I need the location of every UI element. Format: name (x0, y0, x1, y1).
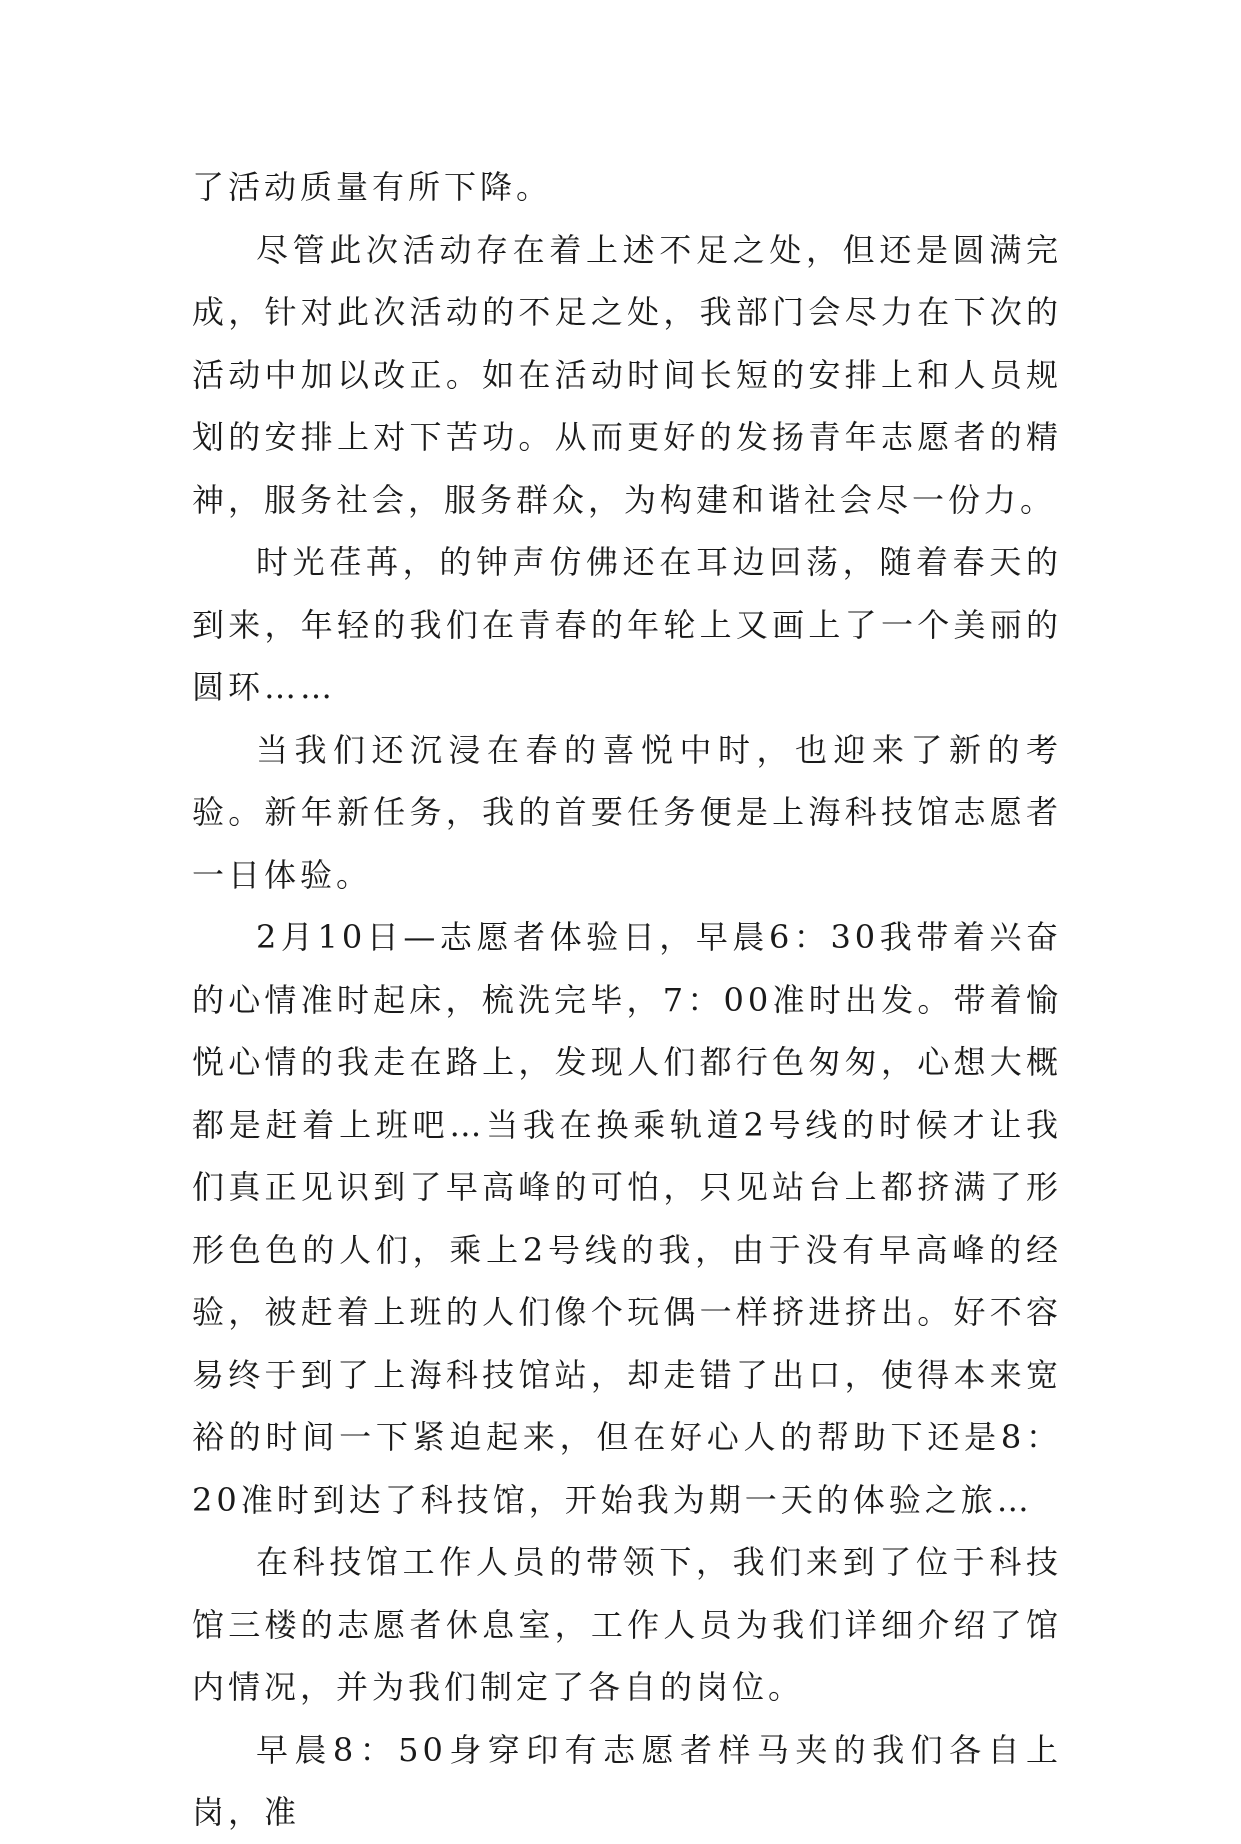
paragraph-1: 了活动质量有所下降。 (192, 168, 553, 206)
paragraph-2: 尽管此次活动存在着上述不足之处，但还是圆满完成，针对此次活动的不足之处，我部门会尽力在下次的活动中加以改正。如在活动时间长短的安排上和人员规划的安排上对下苦功。从而更好的发扬青年志愿者的精神，服务社会，服务群众，为构建和谐社会尽一份力。 (192, 230, 1062, 519)
document-body (192, 156, 1062, 1844)
paragraph-3: 时光荏苒，的钟声仿佛还在耳边回荡，随着春天的到来，年轻的我们在青春的年轮上又画上了一个美丽的圆环…… (192, 543, 1062, 706)
paragraph-5: 2月10日—志愿者体验日，早晨6：30我带着兴奋的心情准时起床，梳洗完毕，7：00准时出发。带着愉悦心情的我走在路上，发现人们都行色匆匆，心想大概都是赶着上班吧…当我在换乘轨道2号线的时候才让我们真正见识到了早高峰的可怕，只见站台上都挤满了形形色色的人们，乘上2号线的我，由于没有早高峰的经验，被赶着上班的人们像个玩偶一样挤进挤出。好不容易终于到了上海科技馆站，却走错了出口，使得本来宽裕的时间一下紧迫起来，但在好心人的帮助下还是8：20准时到达了科技馆，开始我为期一天的体验之旅… (192, 918, 1062, 1519)
paragraph-6: 在科技馆工作人员的带领下，我们来到了位于科技馆三楼的志愿者休息室，工作人员为我们详细介绍了馆内情况，并为我们制定了各自的岗位。 (192, 1543, 1062, 1706)
paragraph-7: 早晨8：50身穿印有志愿者样马夹的我们各自上岗，准 (192, 1730, 1062, 1831)
paragraph-4: 当我们还沉浸在春的喜悦中时，也迎来了新的考验。新年新任务，我的首要任务便是上海科技馆志愿者一日体验。 (192, 730, 1062, 894)
